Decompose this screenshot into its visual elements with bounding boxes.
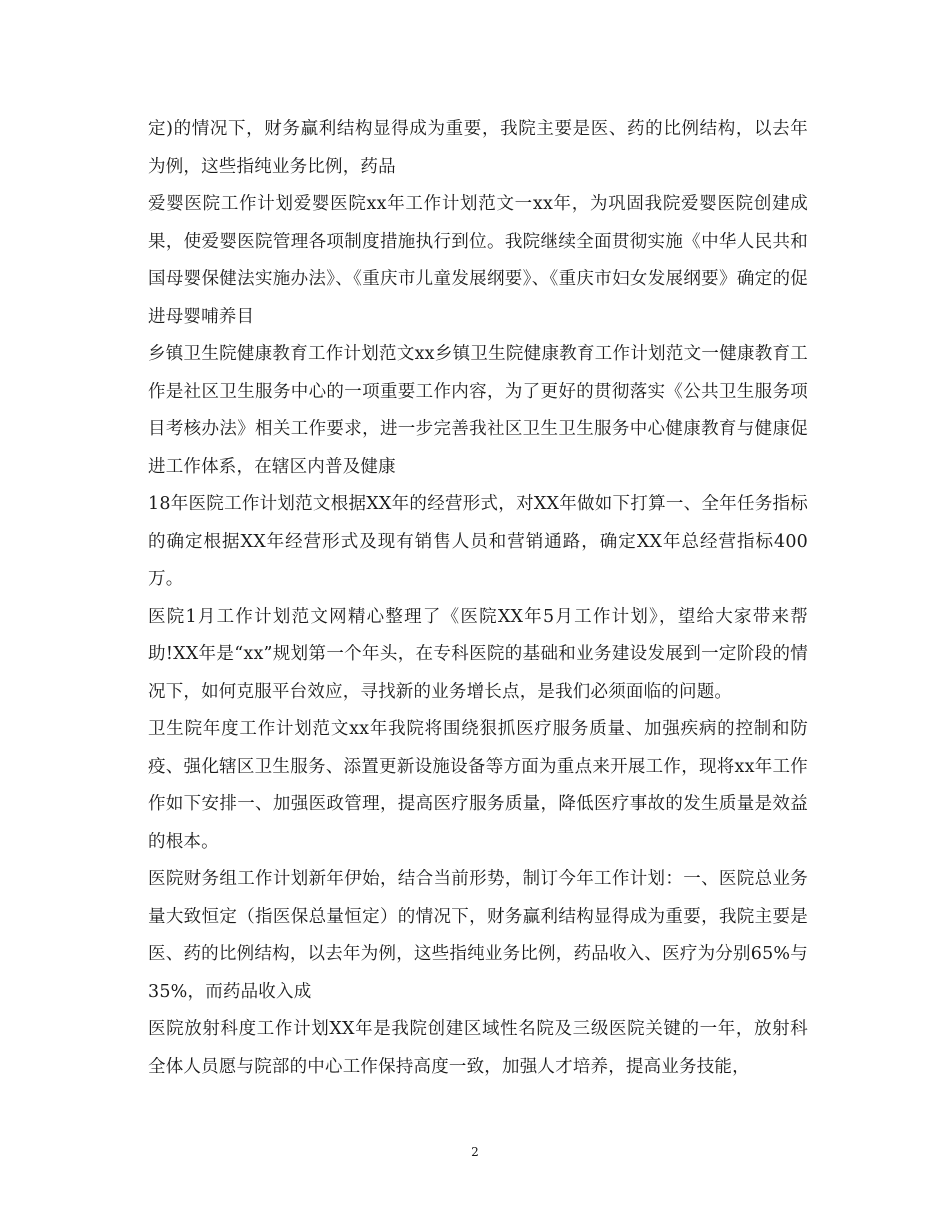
paragraph-5: 医院1月工作计划范文网精心整理了《医院XX年5月工作计划》，望给大家带来帮助!XX年是“xx”规划第一个年头，在专科医院的基础和业务建设发展到一定阶段的情况下，如何克服平台效应，寻找新的业务增长点，是我们必须面临的问题。 — [148, 606, 808, 702]
paragraph-7: 医院财务组工作计划新年伊始，结合当前形势，制订今年工作计划：一、医院总业务量大致恒定（指医保总量恒定）的情况下，财务赢利结构显得成为重要，我院主要是医、药的比例结构，以去年为例，这些指纯业务比例，药品收入、医疗为分别65%与35%，而药品收入成 — [148, 869, 808, 1002]
paragraph-2: 爱婴医院工作计划爱婴医院xx年工作计划范文一xx年，为巩固我院爱婴医院创建成果，使爱婴医院管理各项制度措施执行到位。我院继续全面贯彻实施《中华人民共和国母婴保健法实施办法》、《重庆市儿童发展纲要》、《重庆市妇女发展纲要》确定的促进母婴哺养目 — [148, 194, 808, 327]
paragraph-1: 定)的情况下，财务赢利结构显得成为重要，我院主要是医、药的比例结构，以去年为例，这些指纯业务比例，药品 — [148, 119, 808, 177]
paragraph-4: 18年医院工作计划范文根据XX年的经营形式，对XX年做如下打算一、全年任务指标的确定根据XX年经营形式及现有销售人员和营销通路，确定XX年总经营指标400万。 — [148, 494, 808, 589]
paragraph-3: 乡镇卫生院健康教育工作计划范文xx乡镇卫生院健康教育工作计划范文一健康教育工作是社区卫生服务中心的一项重要工作内容，为了更好的贯彻落实《公共卫生服务项目考核办法》相关工作要求，进一步完善我社区卫生卫生服务中心健康教育与健康促进工作体系，在辖区内普及健康 — [148, 344, 808, 477]
page-number: 2 — [471, 1145, 479, 1159]
paragraph-6: 卫生院年度工作计划范文xx年我院将围绕狠抓医疗服务质量、加强疾病的控制和防疫、强化辖区卫生服务、添置更新设施设备等方面为重点来开展工作，现将xx年工作作如下安排一、加强医政管理，提高医疗服务质量，降低医疗事故的发生质量是效益的根本。 — [148, 719, 808, 852]
document-body — [148, 111, 808, 1086]
paragraph-8: 医院放射科度工作计划XX年是我院创建区域性名院及三级医院关键的一年，放射科全体人员愿与院部的中心工作保持高度一致，加强人才培养，提高业务技能， — [148, 1019, 808, 1077]
